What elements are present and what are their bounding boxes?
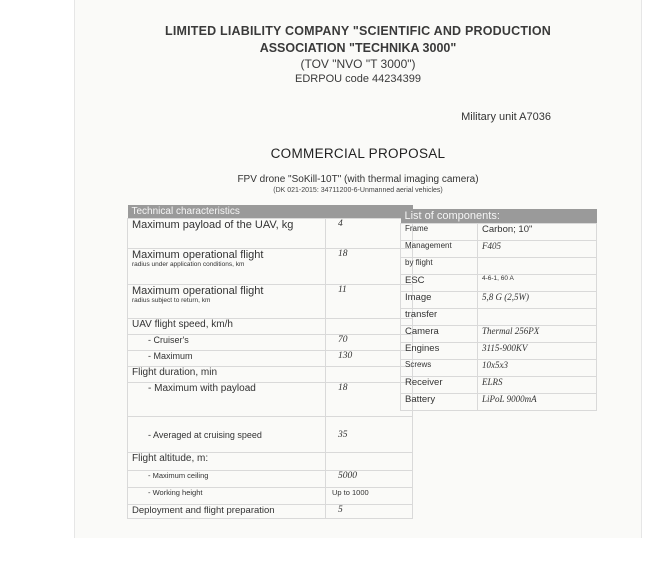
tech-label: Flight altitude, m: [128,453,326,471]
tech-value: 4 [326,219,413,249]
tech-value: 11 [326,285,413,319]
op-flight-note: radius under application conditions, km [132,261,245,268]
components-header: List of components: [401,209,597,224]
op-flight-label: Maximum operational flight [132,249,264,261]
tech-value: 35 [326,417,413,453]
tech-value: 130 [326,351,413,367]
tech-label: Flight duration, min [128,367,326,383]
tech-value: 5 [326,505,413,519]
component-value: Thermal 256PX [478,326,597,343]
tech-value: 18 [326,383,413,417]
component-name: Receiver [401,377,478,394]
company-short-name: (TOV "NVO "T 3000") [300,57,416,71]
component-value [478,258,597,275]
tech-value: 70 [326,335,413,351]
tech-label: Maximum payload of the UAV, kg [128,219,326,249]
component-name: Screws [401,360,478,377]
component-value: LiPoL 9000mA [478,394,597,411]
tech-label: UAV flight speed, km/h [128,319,326,335]
tech-value: 18 [326,249,413,285]
op-flight-label: Maximum operational flight [132,285,264,297]
edrpou-code: EDRPOU code 44234399 [295,73,421,85]
tech-value [326,453,413,471]
tech-label: - Maximum with payload [128,383,326,417]
military-unit: Military unit A7036 [461,111,551,123]
component-value [478,309,597,326]
tech-label: - Maximum ceiling [128,471,326,488]
component-name: Engines [401,343,478,360]
component-name: Image [401,292,478,309]
tech-table-header: Technical characteristics [128,205,413,219]
tech-label: Deployment and flight preparation [128,505,326,519]
tech-value: 5000 [326,471,413,488]
tech-label [128,249,326,285]
component-name: Camera [401,326,478,343]
tech-label: - Averaged at cruising speed [128,417,326,453]
company-name-line2: ASSOCIATION "TECHNIKA 3000" [259,41,457,55]
component-value: Carbon; 10" [478,224,597,241]
tech-label: - Cruiser's [128,335,326,351]
company-name-line1: LIMITED LIABILITY COMPANY "SCIENTIFIC AND PRODUCTION [164,24,551,38]
tech-label: - Maximum [128,351,326,367]
component-value: 5,8 G (2,5W) [478,292,597,309]
component-value: 10x5x3 [478,360,597,377]
component-value: 4-6-1, 60 A [478,275,597,292]
classification-code: (DK 021-2015: 34711200-6-Unmanned aerial vehicles) [273,187,443,194]
tech-label [128,285,326,319]
component-value: F405 [478,241,597,258]
document-title: COMMERCIAL PROPOSAL [270,146,446,161]
tech-label: - Working height [128,488,326,505]
component-name: transfer [401,309,478,326]
component-name: Battery [401,394,478,411]
component-value: ELRS [478,377,597,394]
tech-value: Up to 1000 [326,488,413,505]
component-name: ESC [401,275,478,292]
op-flight-note: radius subject to return, km [132,297,211,304]
component-name: Management [401,241,478,258]
product-subtitle: FPV drone "SoKill-10T" (with thermal imaging camera) [237,174,479,185]
technical-characteristics-table [127,205,413,519]
components-table [400,209,597,411]
component-value: 3115-900KV [478,343,597,360]
component-name: Frame [401,224,478,241]
component-name: by flight [401,258,478,275]
document-page [74,0,642,538]
